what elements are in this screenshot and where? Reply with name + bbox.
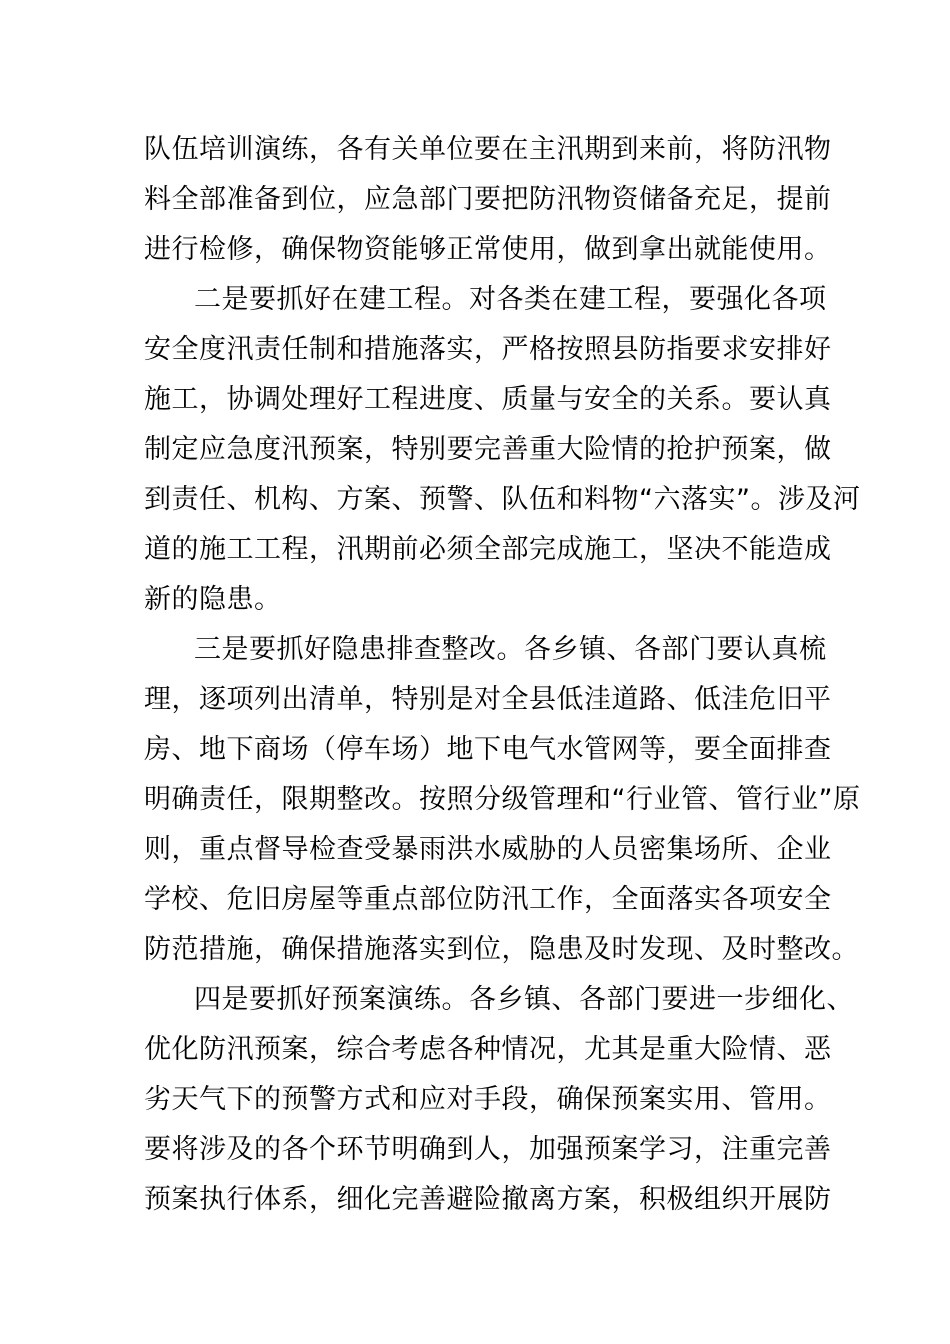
text-line: 要将涉及的各个环节明确到人，加强预案学习，注重完善: [144, 1134, 832, 1165]
text-line: 理，逐项列出清单，特别是对全县低洼道路、低洼危旧平: [144, 684, 832, 715]
text-line: 队伍培训演练，各有关单位要在主汛期到来前，将防汛物: [144, 134, 832, 165]
text-line: 新的隐患。: [144, 584, 282, 615]
text-line: 制定应急度汛预案，特别要完善重大险情的抢护预案，做: [144, 434, 832, 465]
paragraph-first-line: 三是要抓好隐患排查整改。各乡镇、各部门要认真梳: [194, 634, 827, 665]
text-line: 安全度汛责任制和措施落实，严格按照县防指要求安排好: [144, 334, 832, 365]
paragraph-first-line: 二是要抓好在建工程。对各类在建工程，要强化各项: [194, 284, 827, 315]
text-line: 施工，协调处理好工程进度、质量与安全的关系。要认真: [144, 384, 832, 415]
paragraph-first-line: 四是要抓好预案演练。各乡镇、各部门要进一步细化、: [194, 984, 854, 1015]
text-line: 劣天气下的预警方式和应对手段，确保预案实用、管用。: [144, 1084, 832, 1115]
text-line: 优化防汛预案，综合考虑各种情况，尤其是重大险情、恶: [144, 1034, 832, 1065]
text-line: 防范措施，确保措施落实到位，隐患及时发现、及时整改。: [144, 934, 859, 965]
text-line: 明确责任，限期整改。按照分级管理和“行业管、管行业”原: [144, 784, 861, 815]
text-line: 房、地下商场（停车场）地下电气水管网等，要全面排查: [144, 734, 832, 765]
text-line: 则，重点督导检查受暴雨洪水威胁的人员密集场所、企业: [144, 834, 832, 865]
text-line: 学校、危旧房屋等重点部位防汛工作，全面落实各项安全: [144, 884, 832, 915]
text-line: 料全部准备到位，应急部门要把防汛物资储备充足，提前: [144, 184, 832, 215]
text-line: 进行检修，确保物资能够正常使用，做到拿出就能使用。: [144, 234, 832, 265]
text-line: 预案执行体系，细化完善避险撤离方案，积极组织开展防: [144, 1184, 832, 1215]
text-line: 道的施工工程，汛期前必须全部完成施工，坚决不能造成: [144, 534, 832, 565]
text-line: 到责任、机构、方案、预警、队伍和料物“六落实”。涉及河: [144, 484, 861, 515]
